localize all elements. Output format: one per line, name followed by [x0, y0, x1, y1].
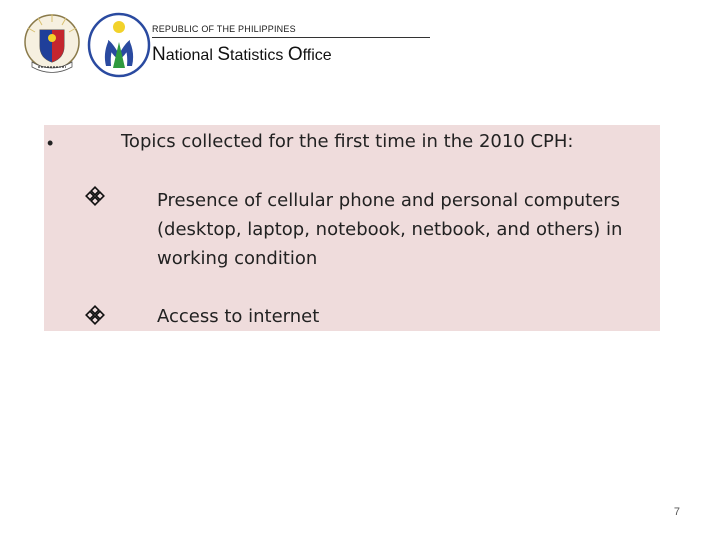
philippine-seal-icon [22, 12, 82, 76]
main-topic-text: Topics collected for the first time in the 2010 CPH: [121, 131, 574, 152]
page-number: 7 [673, 506, 680, 518]
republic-label: REPUBLIC OF THE PHILIPPINES [152, 24, 296, 34]
office-name-initial-n: N [152, 44, 166, 65]
topic-item-cellular-computers: Presence of cellular phone and personal computers (desktop, laptop, notebook, netbook, and others) in working condition [157, 190, 623, 269]
topic-item-internet-access: Access to internet [157, 306, 320, 327]
diamond-bullet-icon [85, 186, 105, 206]
main-bullet: • [47, 133, 54, 153]
office-name [152, 44, 332, 66]
office-name-initial-o: O [287, 44, 303, 65]
office-name-part-ffice: ffice [302, 47, 332, 64]
diamond-bullet-icon [85, 305, 105, 325]
office-name-part-tatistics: tatistics [230, 47, 288, 64]
office-name-part-ational: ational [165, 47, 218, 64]
nso-logo-icon [86, 12, 152, 78]
header-divider [152, 37, 430, 38]
office-name-initial-s: S [217, 44, 231, 65]
